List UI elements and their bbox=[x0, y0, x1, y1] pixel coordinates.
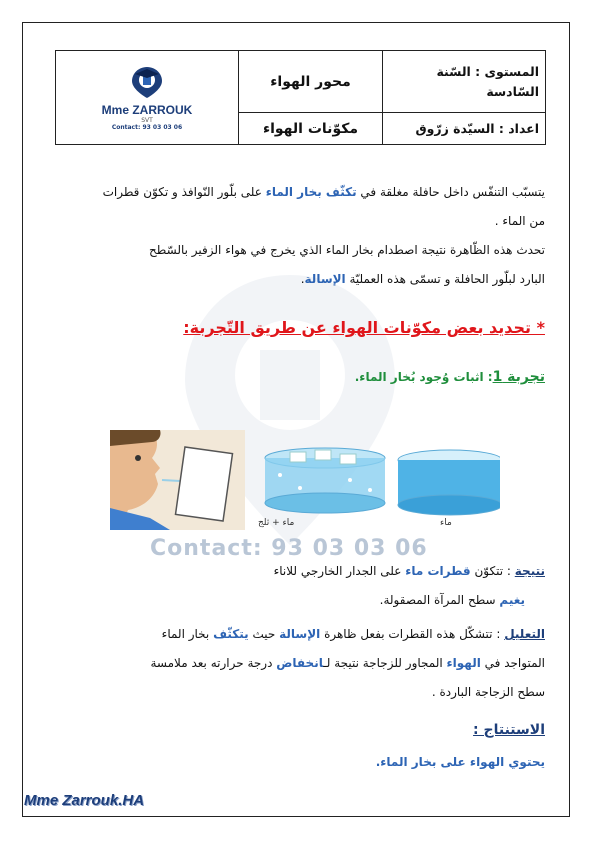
explanation-label: التعليل bbox=[504, 627, 545, 641]
level-label: المستوى : السّنة السّادسة bbox=[383, 51, 546, 113]
conclusion-text: يحتوي الهواء على بخار الماء. bbox=[375, 755, 545, 769]
caption-ice-water: ماء + ثلج bbox=[258, 518, 295, 528]
experiment-title: : اثبات وُجود بُخار الماء. bbox=[354, 370, 493, 384]
logo-contact: Contact: 93 03 03 06 bbox=[111, 123, 183, 131]
caption-water: ماء bbox=[440, 518, 452, 528]
keyword: تكثّف بخار الماء bbox=[265, 185, 357, 199]
explanation-line-3: سطح الزجاجة الباردة . bbox=[431, 685, 545, 699]
intro-paragraph bbox=[50, 178, 545, 294]
experiment-label: تجربة 1 bbox=[492, 369, 545, 385]
logo-name: Mme ZARROUK bbox=[101, 102, 193, 117]
watermark-contact: Contact: 93 03 03 06 bbox=[150, 536, 428, 561]
experiment-heading bbox=[355, 366, 545, 385]
water-container bbox=[398, 450, 500, 515]
explanation-line-1: التعليل : تتشكّل هذه القطرات بفعل ظاهرة الإسالة حيث يتكثّف بخار الماء bbox=[161, 627, 545, 641]
keyword: الإسالة bbox=[304, 272, 346, 286]
intro-line-2: من الماء . bbox=[494, 214, 545, 228]
logo-icon bbox=[127, 65, 167, 99]
ice-water-container bbox=[265, 448, 385, 513]
intro-line-4: البارد لبلّور الحافلة و تسمّى هذه العمليّة الإسالة. bbox=[300, 272, 545, 286]
keyword: قطرات ماء bbox=[405, 564, 471, 578]
logo-subject: SVT bbox=[141, 116, 153, 124]
intro-line-3: تحدث هذه الظّاهرة نتيجة اصطدام بخار الماء الذي يخرج في هواء الزفير بالسّطح bbox=[149, 243, 545, 257]
result-label: نتيجة bbox=[514, 564, 545, 578]
author-label: اعداد : السيّدة زرّوق bbox=[383, 113, 546, 145]
explanation-paragraph bbox=[50, 620, 545, 707]
axis-title: محور الهواء bbox=[239, 51, 383, 113]
conclusion-label: الاستنتاج : bbox=[473, 722, 545, 738]
keyword: يغيم bbox=[499, 593, 525, 607]
result-line-2: يغيم سطح المرآة المصقولة. bbox=[379, 593, 525, 607]
result-line-1: نتيجة : تتكوّن قطرات ماء على الجدار الخارجي للاناء bbox=[273, 564, 545, 578]
footer-signature: Mme Zarrouk.HA bbox=[24, 792, 145, 809]
explanation-line-2: المتواجد في الهواء المجاور للزجاجة نتيجة لـانخفاض درجة حرارته بعد ملامسة bbox=[150, 656, 545, 670]
intro-line-1: يتسبّب التنفّس داخل حافلة مغلقة في تكثّف بخار الماء على بلّور النّوافذ و تكوّن قطرات bbox=[102, 185, 545, 199]
section-title: * تحديد بعض مكوّنات الهواء عن طريق التّجربة: bbox=[183, 318, 545, 337]
lesson-title: مكوّنات الهواء bbox=[239, 113, 383, 145]
child-mirror-illustration bbox=[110, 430, 245, 530]
logo-cell bbox=[56, 51, 239, 145]
header-table bbox=[55, 50, 546, 145]
